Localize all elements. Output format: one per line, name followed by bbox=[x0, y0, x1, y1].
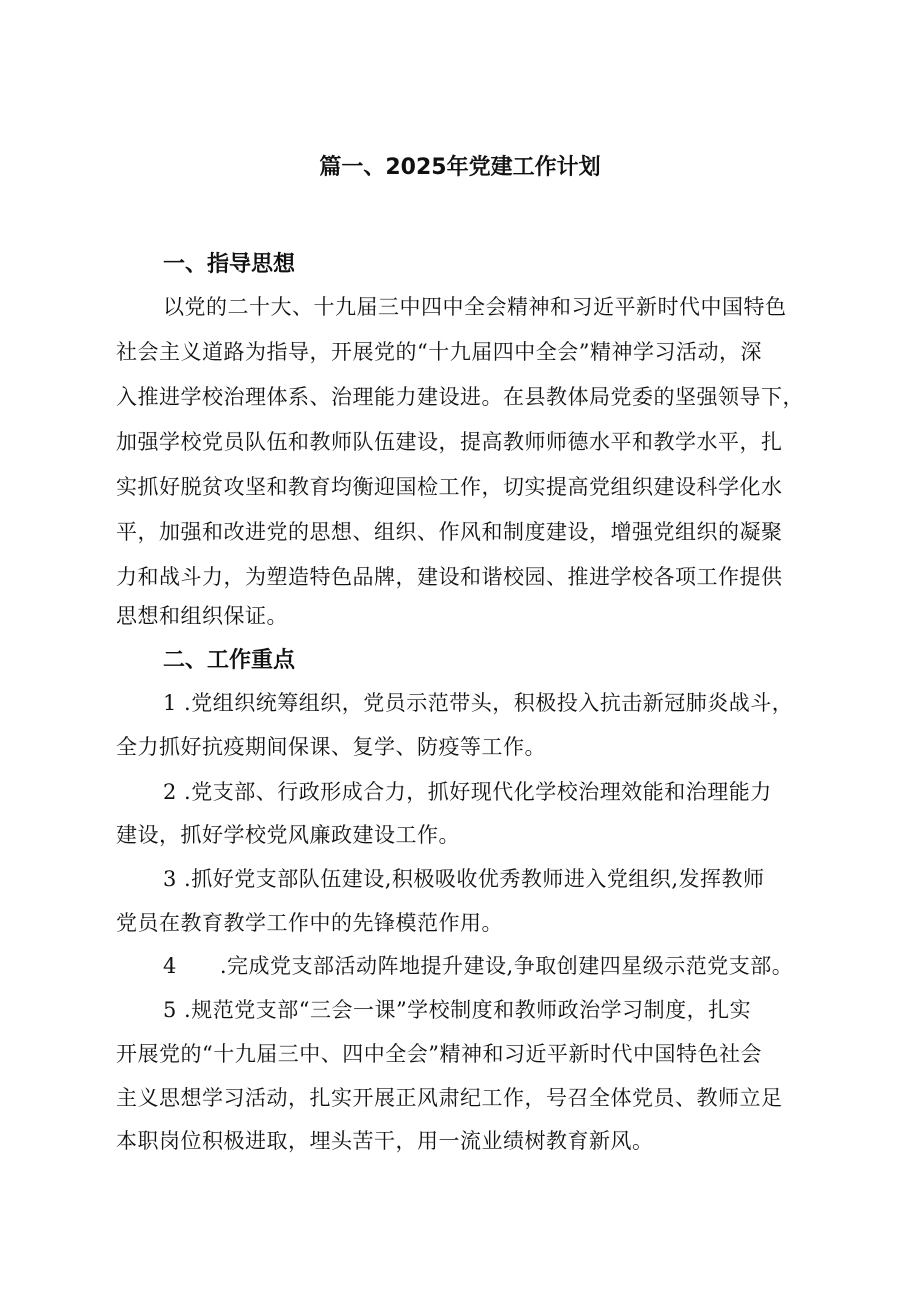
paragraph-line: 实抓好脱贫攻坚和教育均衡迎国检工作，切实提高党组织建设科学化水 bbox=[116, 475, 783, 499]
paragraph-line: 入推进学校治理体系、治理能力建设进。在县教体局党委的坚强领导下， bbox=[116, 385, 804, 409]
list-item-line: 4 .完成党支部活动阵地提升建设,争取创建四星级示范党支部。 bbox=[163, 954, 794, 978]
paragraph-line: 社会主义道路为指导，开展党的“十九届四中全会”精神学习活动，深 bbox=[116, 340, 762, 364]
list-item-line: 2 .党支部、行政形成合力，抓好现代化学校治理效能和治理能力 bbox=[163, 780, 772, 804]
paragraph-line: 加强学校党员队伍和教师队伍建设，提高教师师德水平和教学水平，扎 bbox=[116, 430, 783, 454]
list-item-line: 主义思想学习活动，扎实开展正风肃纪工作，号召全体党员、教师立足 bbox=[116, 1086, 783, 1110]
section-heading-work-focus: 二、工作重点 bbox=[163, 648, 296, 673]
paragraph-line: 思想和组织保证。 bbox=[116, 604, 288, 628]
list-item-line: 本职岗位积极进取，埋头苦干，用一流业绩树教育新风。 bbox=[116, 1129, 654, 1153]
document-title: 篇一、2025年党建工作计划 bbox=[319, 155, 601, 180]
list-item-line: 3 .抓好党支部队伍建设,积极吸收优秀教师进入党组织,发挥教师 bbox=[163, 867, 765, 891]
paragraph-line: 平，加强和改进党的思想、组织、作风和制度建设，增强党组织的凝聚 bbox=[116, 520, 783, 544]
list-item-line: 建设，抓好学校党风廉政建设工作。 bbox=[116, 823, 460, 847]
list-item-line: 5 .规范党支部“三会一课”学校制度和教师政治学习制度，扎实 bbox=[163, 998, 752, 1022]
paragraph-line: 以党的二十大、十九届三中四中全会精神和习近平新时代中国特色 bbox=[163, 295, 787, 319]
section-heading-guiding-thought: 一、指导思想 bbox=[163, 252, 296, 277]
list-item-line: 开展党的“十九届三中、四中全会”精神和习近平新时代中国特色社会 bbox=[116, 1042, 762, 1066]
list-item-line: 党员在教育教学工作中的先锋模范作用。 bbox=[116, 911, 503, 935]
list-item-line: 1 .党组织统筹组织，党员示范带头，积极投入抗击新冠肺炎战斗， bbox=[163, 691, 794, 715]
list-item-line: 全力抓好抗疫期间保课、复学、防疫等工作。 bbox=[116, 735, 546, 759]
paragraph-line: 力和战斗力，为塑造特色品牌，建设和谐校园、推进学校各项工作提供 bbox=[116, 565, 783, 589]
